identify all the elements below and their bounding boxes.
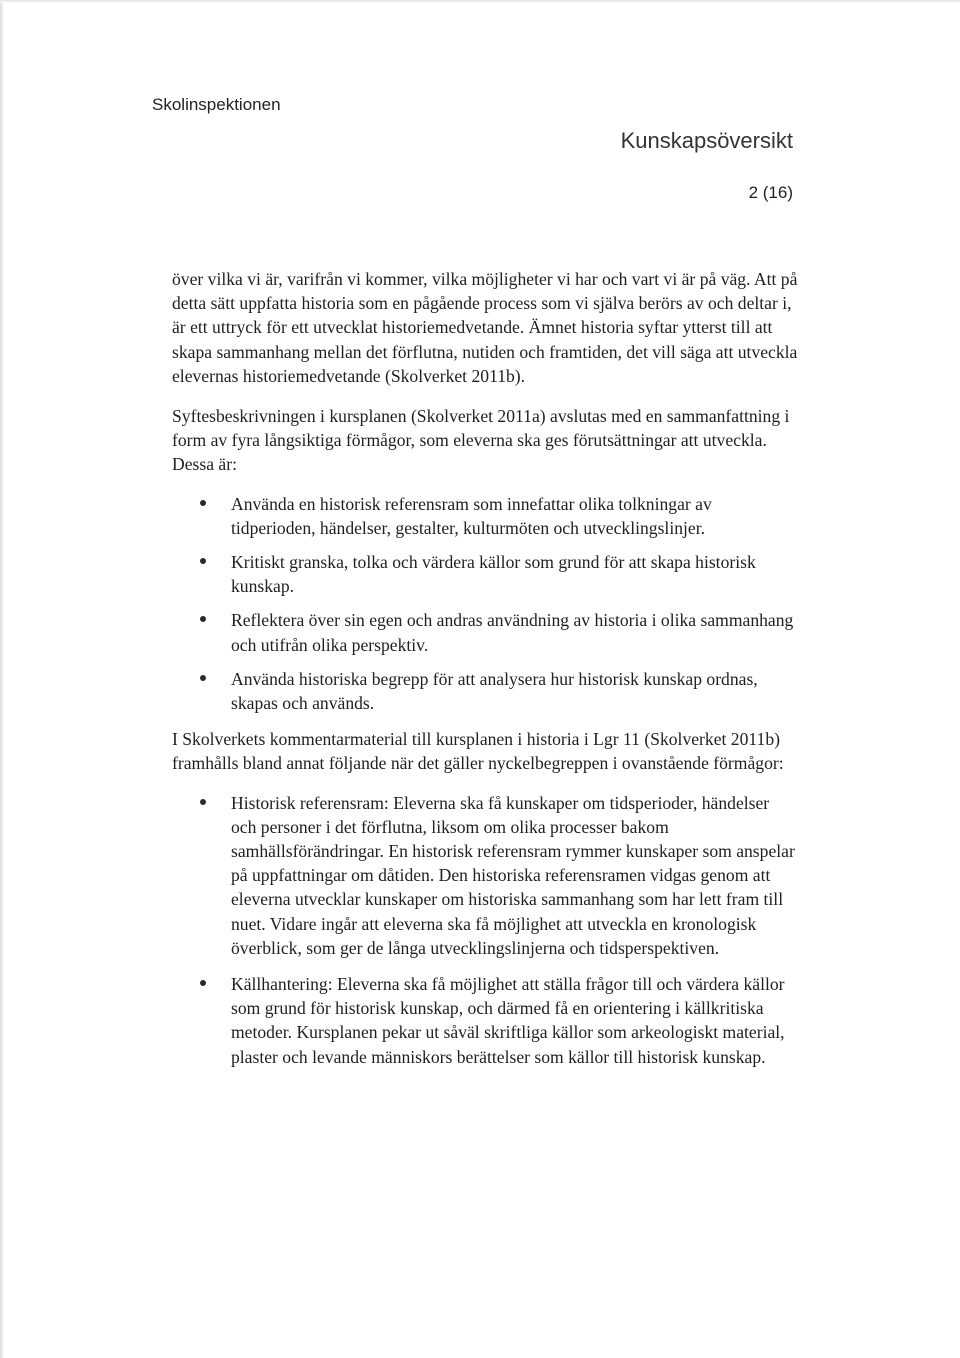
bullet-icon [200,558,206,564]
list-item-text: Reflektera över sin egen och andras användning av historia i olika sammanhang och utifrån olika perspektiv. [231,610,794,655]
list-item-text: Använda historiska begrepp för att analysera hur historisk kunskap ordnas, skapas och används. [231,668,758,714]
organization-name: Skolinspektionen [152,95,281,114]
list-item [172,608,798,656]
document-body [172,267,798,1081]
scan-left-edge [0,0,4,1358]
abilities-list [172,492,798,716]
scan-top-edge [0,0,960,3]
bullet-icon [200,980,206,986]
bullet-icon [200,616,206,622]
bullet-icon [200,799,206,805]
bullet-icon [200,675,206,681]
list-item-text: Kritiskt granska, tolka och värdera källor som grund för att skapa historisk kunskap. [231,552,756,597]
list-item [172,550,798,598]
list-item [172,667,798,715]
list-item-text: Historisk referensram: Eleverna ska få kunskaper om tidsperioder, händelser och personer i det förflutna, liksom om olika processer bakom samhällsförändringar. En historisk referensram rymmer kunskaper som anspelar på uppfattningar om dåtiden. Den historiska referensramen vidgas genom att eleverna utvecklar kunskaper om historiska sammanhang som har lett fram till nuet. Vidare ingår att eleverna ska få möjlighet att utveckla en kronologisk överblick, som ger de långa utvecklingslinjerna och tidsperspektiven. [231,792,795,958]
paragraph: I Skolverkets kommentarmaterial till kursplanen i historia i Lgr 11 (Skolverket 2011b) framhålls bland annat följande när det gäller nyckelbegreppen i ovanstående förmågor: [172,729,784,774]
bullet-icon [200,500,206,506]
paragraph: Syftesbeskrivningen i kursplanen (Skolverket 2011a) avslutas med en sammanfattning i form av fyra långsiktiga förmågor, som eleverna ska ges förutsättningar att utveckla. Dessa är: [172,406,790,475]
list-item [172,972,798,1069]
list-item [172,791,798,960]
key-concepts-list [172,791,798,1069]
page-number: 2 (16) [748,183,793,202]
list-item-text: Använda en historisk referensram som innefattar olika tolkningar av tidperioden, händelser, gestalter, kulturmöten och utvecklingslinjer. [231,493,712,538]
paragraph: över vilka vi är, varifrån vi kommer, vilka möjligheter vi har och vart vi är på väg. Att på detta sätt uppfatta historia som en pågående process som vi själva berörs av och deltar i, är ett uttryck för ett utvecklat historiemedvetande. Ämnet historia syftar ytterst till att skapa sammanhang mellan det förflutna, nutiden och framtiden, det vill säga att utveckla elevernas historiemedvetande (Skolverket 2011b). [172,269,798,386]
list-item-text: Källhantering: Eleverna ska få möjlighet att ställa frågor till och värdera källor som grund för historisk kunskap, och därmed få en orientering i källkritiska metoder. Kursplanen pekar ut såväl skriftliga källor som arkeologiskt material, plaster och levande människors berättelser som källor till historisk kunskap. [231,974,785,1067]
document-title: Kunskapsöversikt [620,128,793,153]
list-item [172,492,798,540]
